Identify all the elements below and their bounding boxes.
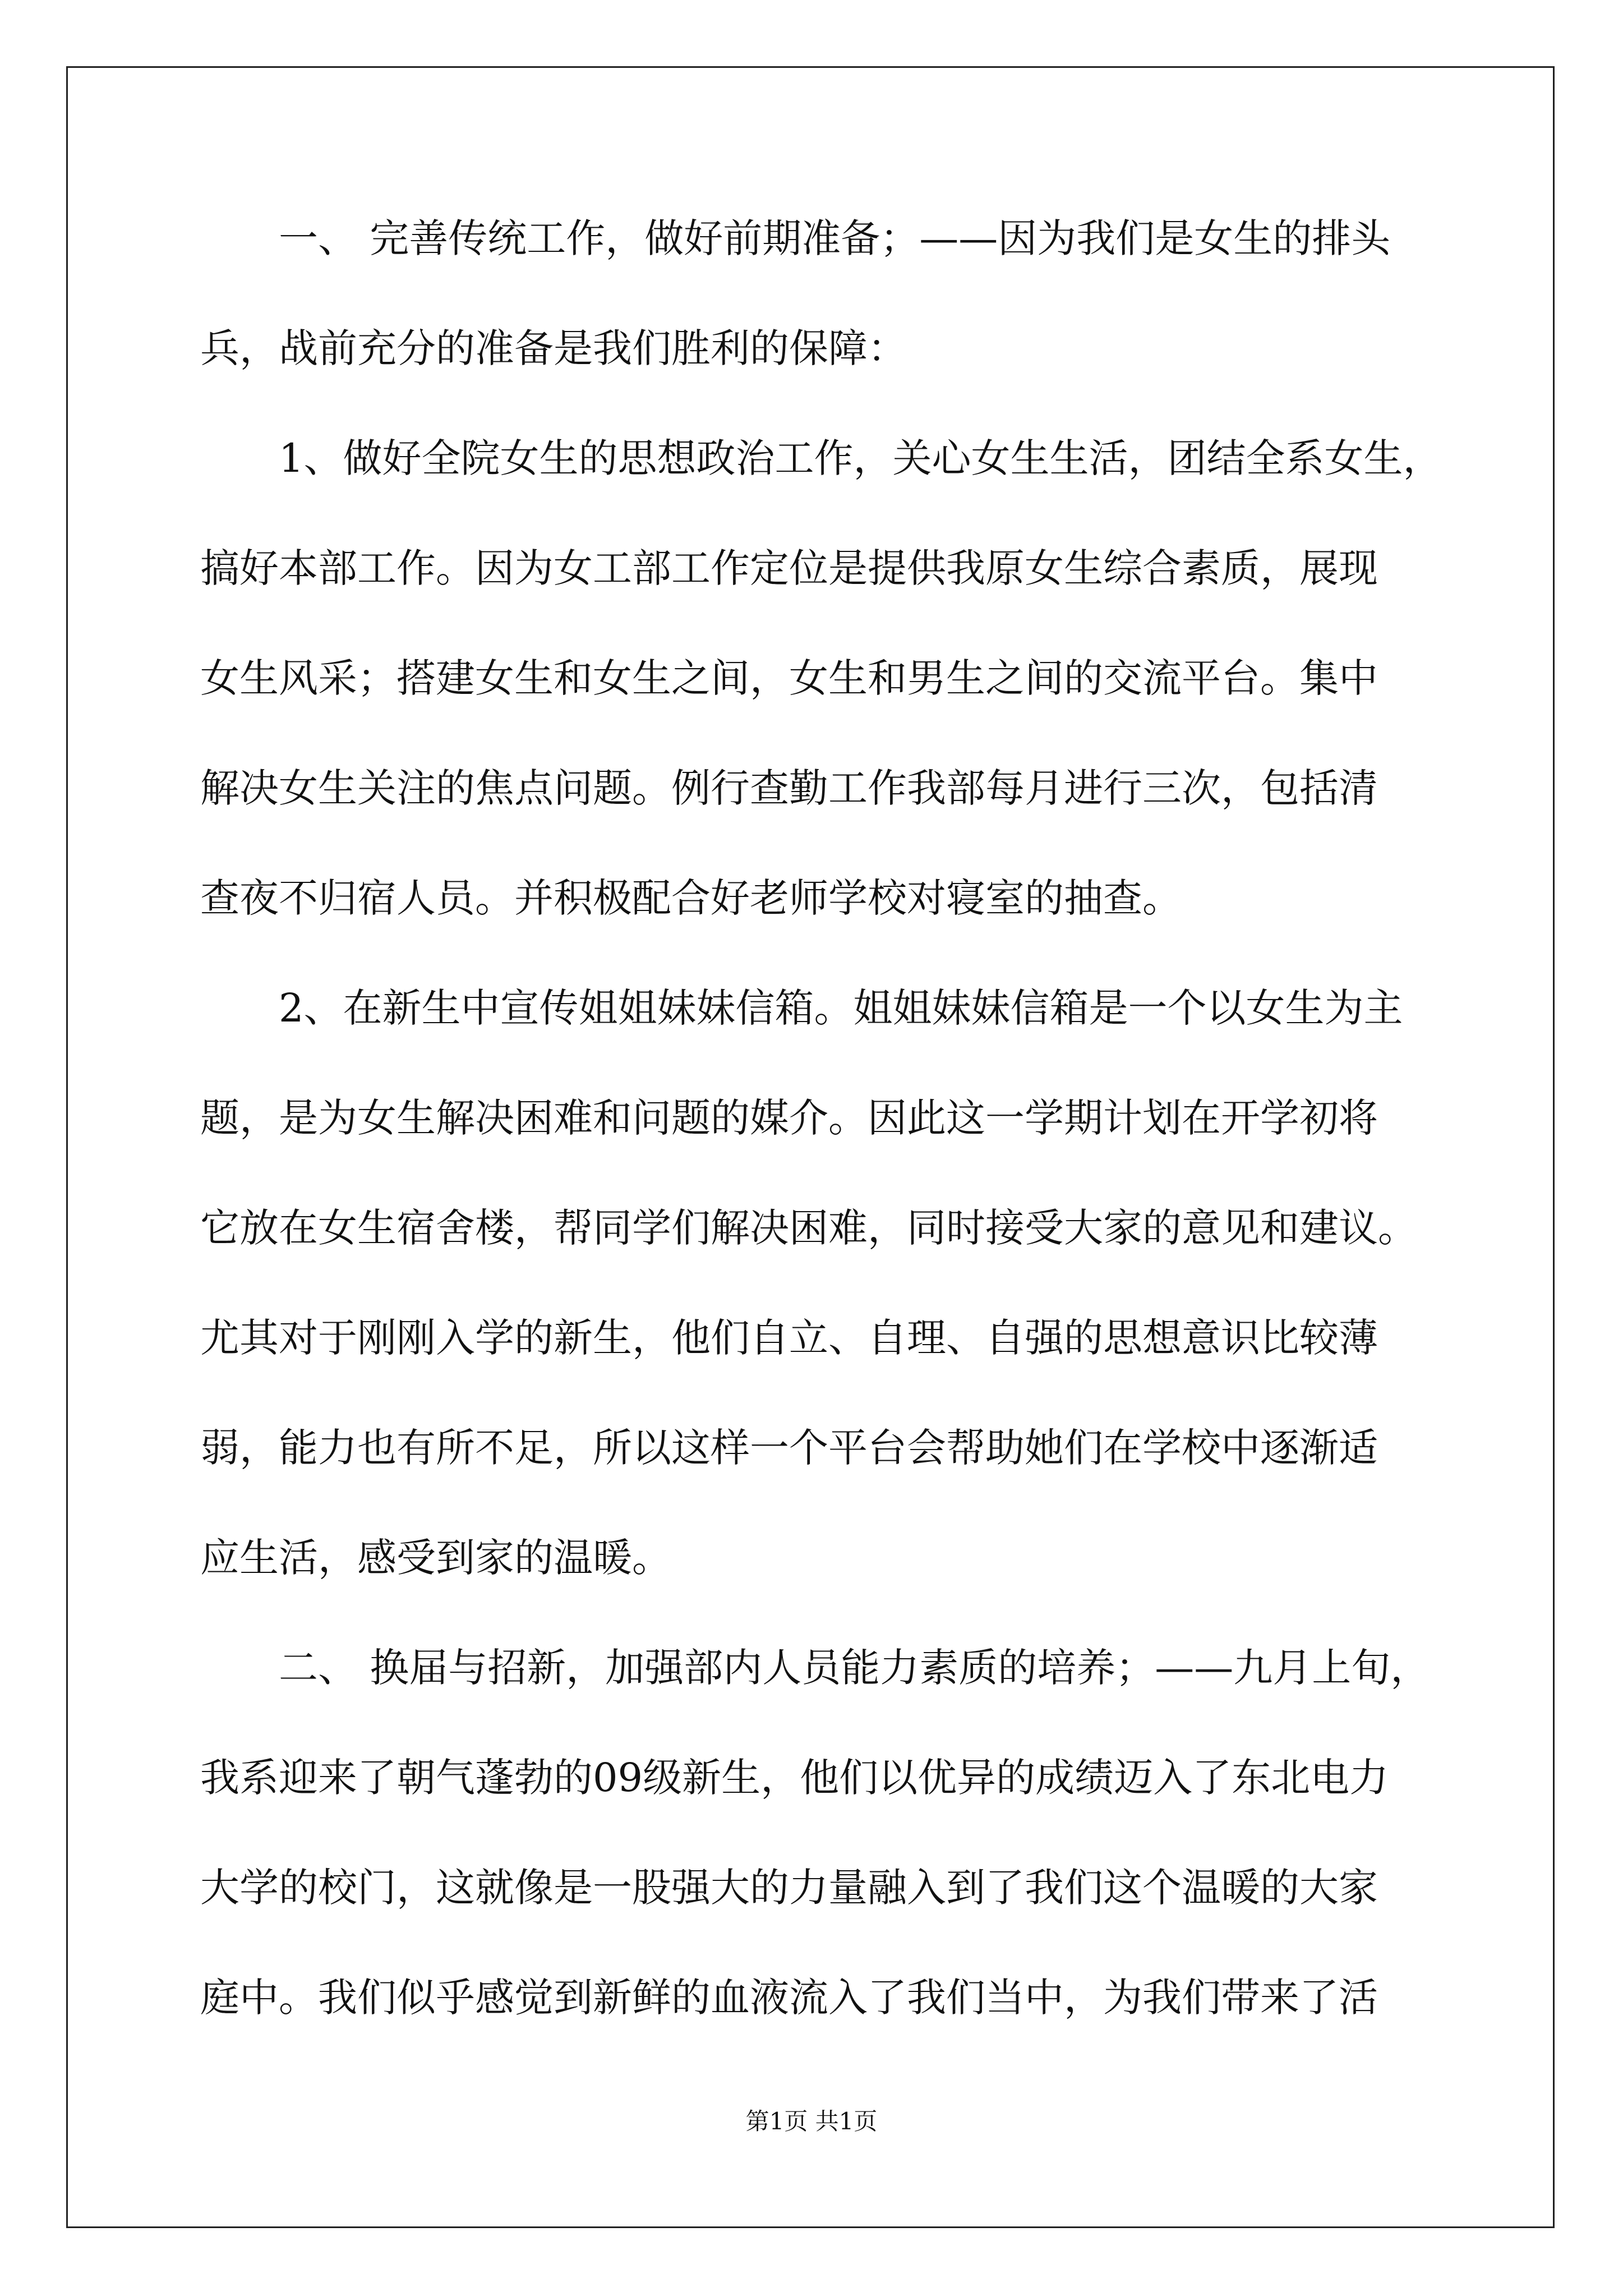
text-line: 它放在女生宿舍楼，帮同学们解决困难，同时接受大家的意见和建议。 [200, 1205, 1417, 1251]
text-line: 兵，战前充分的准备是我们胜利的保障： [200, 325, 907, 371]
text-line: 2、在新生中宣传姐姐妹妹信箱。姐姐妹妹信箱是一个以女生为主 [200, 985, 1403, 1031]
text-line: 应生活，感受到家的温暖。 [200, 1535, 671, 1581]
text-line: 弱，能力也有所不足，所以这样一个平台会帮助她们在学校中逐渐适 [200, 1425, 1378, 1471]
text-line: 尤其对于刚刚入学的新生，他们自立、自理、自强的思想意识比较薄 [200, 1315, 1378, 1361]
text-line: 一、 完善传统工作，做好前期准备；——因为我们是女生的排头 [200, 215, 1391, 261]
page-footer: 第1页 共1页 [745, 2108, 878, 2135]
text-line: 我系迎来了朝气蓬勃的09级新生，他们以优异的成绩迈入了东北电力 [200, 1755, 1389, 1801]
text-line: 1、做好全院女生的思想政治工作，关心女生生活，团结全系女生， [200, 435, 1442, 481]
text-line: 大学的校门，这就像是一股强大的力量融入到了我们这个温暖的大家 [200, 1865, 1378, 1911]
text-line: 查夜不归宿人员。并积极配合好老师学校对寝室的抽查。 [200, 875, 1182, 921]
text-line: 解决女生关注的焦点问题。例行查勤工作我部每月进行三次，包括清 [200, 765, 1378, 811]
text-line: 庭中。我们似乎感觉到新鲜的血液流入了我们当中，为我们带来了活 [200, 1975, 1378, 2021]
text-line: 二、 换届与招新，加强部内人员能力素质的培养；——九月上旬， [200, 1645, 1430, 1691]
text-line: 搞好本部工作。因为女工部工作定位是提供我原女生综合素质，展现 [200, 545, 1378, 591]
text-line: 女生风采；搭建女生和女生之间，女生和男生之间的交流平台。集中 [200, 655, 1378, 701]
text-line: 题，是为女生解决困难和问题的媒介。因此这一学期计划在开学初将 [200, 1095, 1378, 1141]
